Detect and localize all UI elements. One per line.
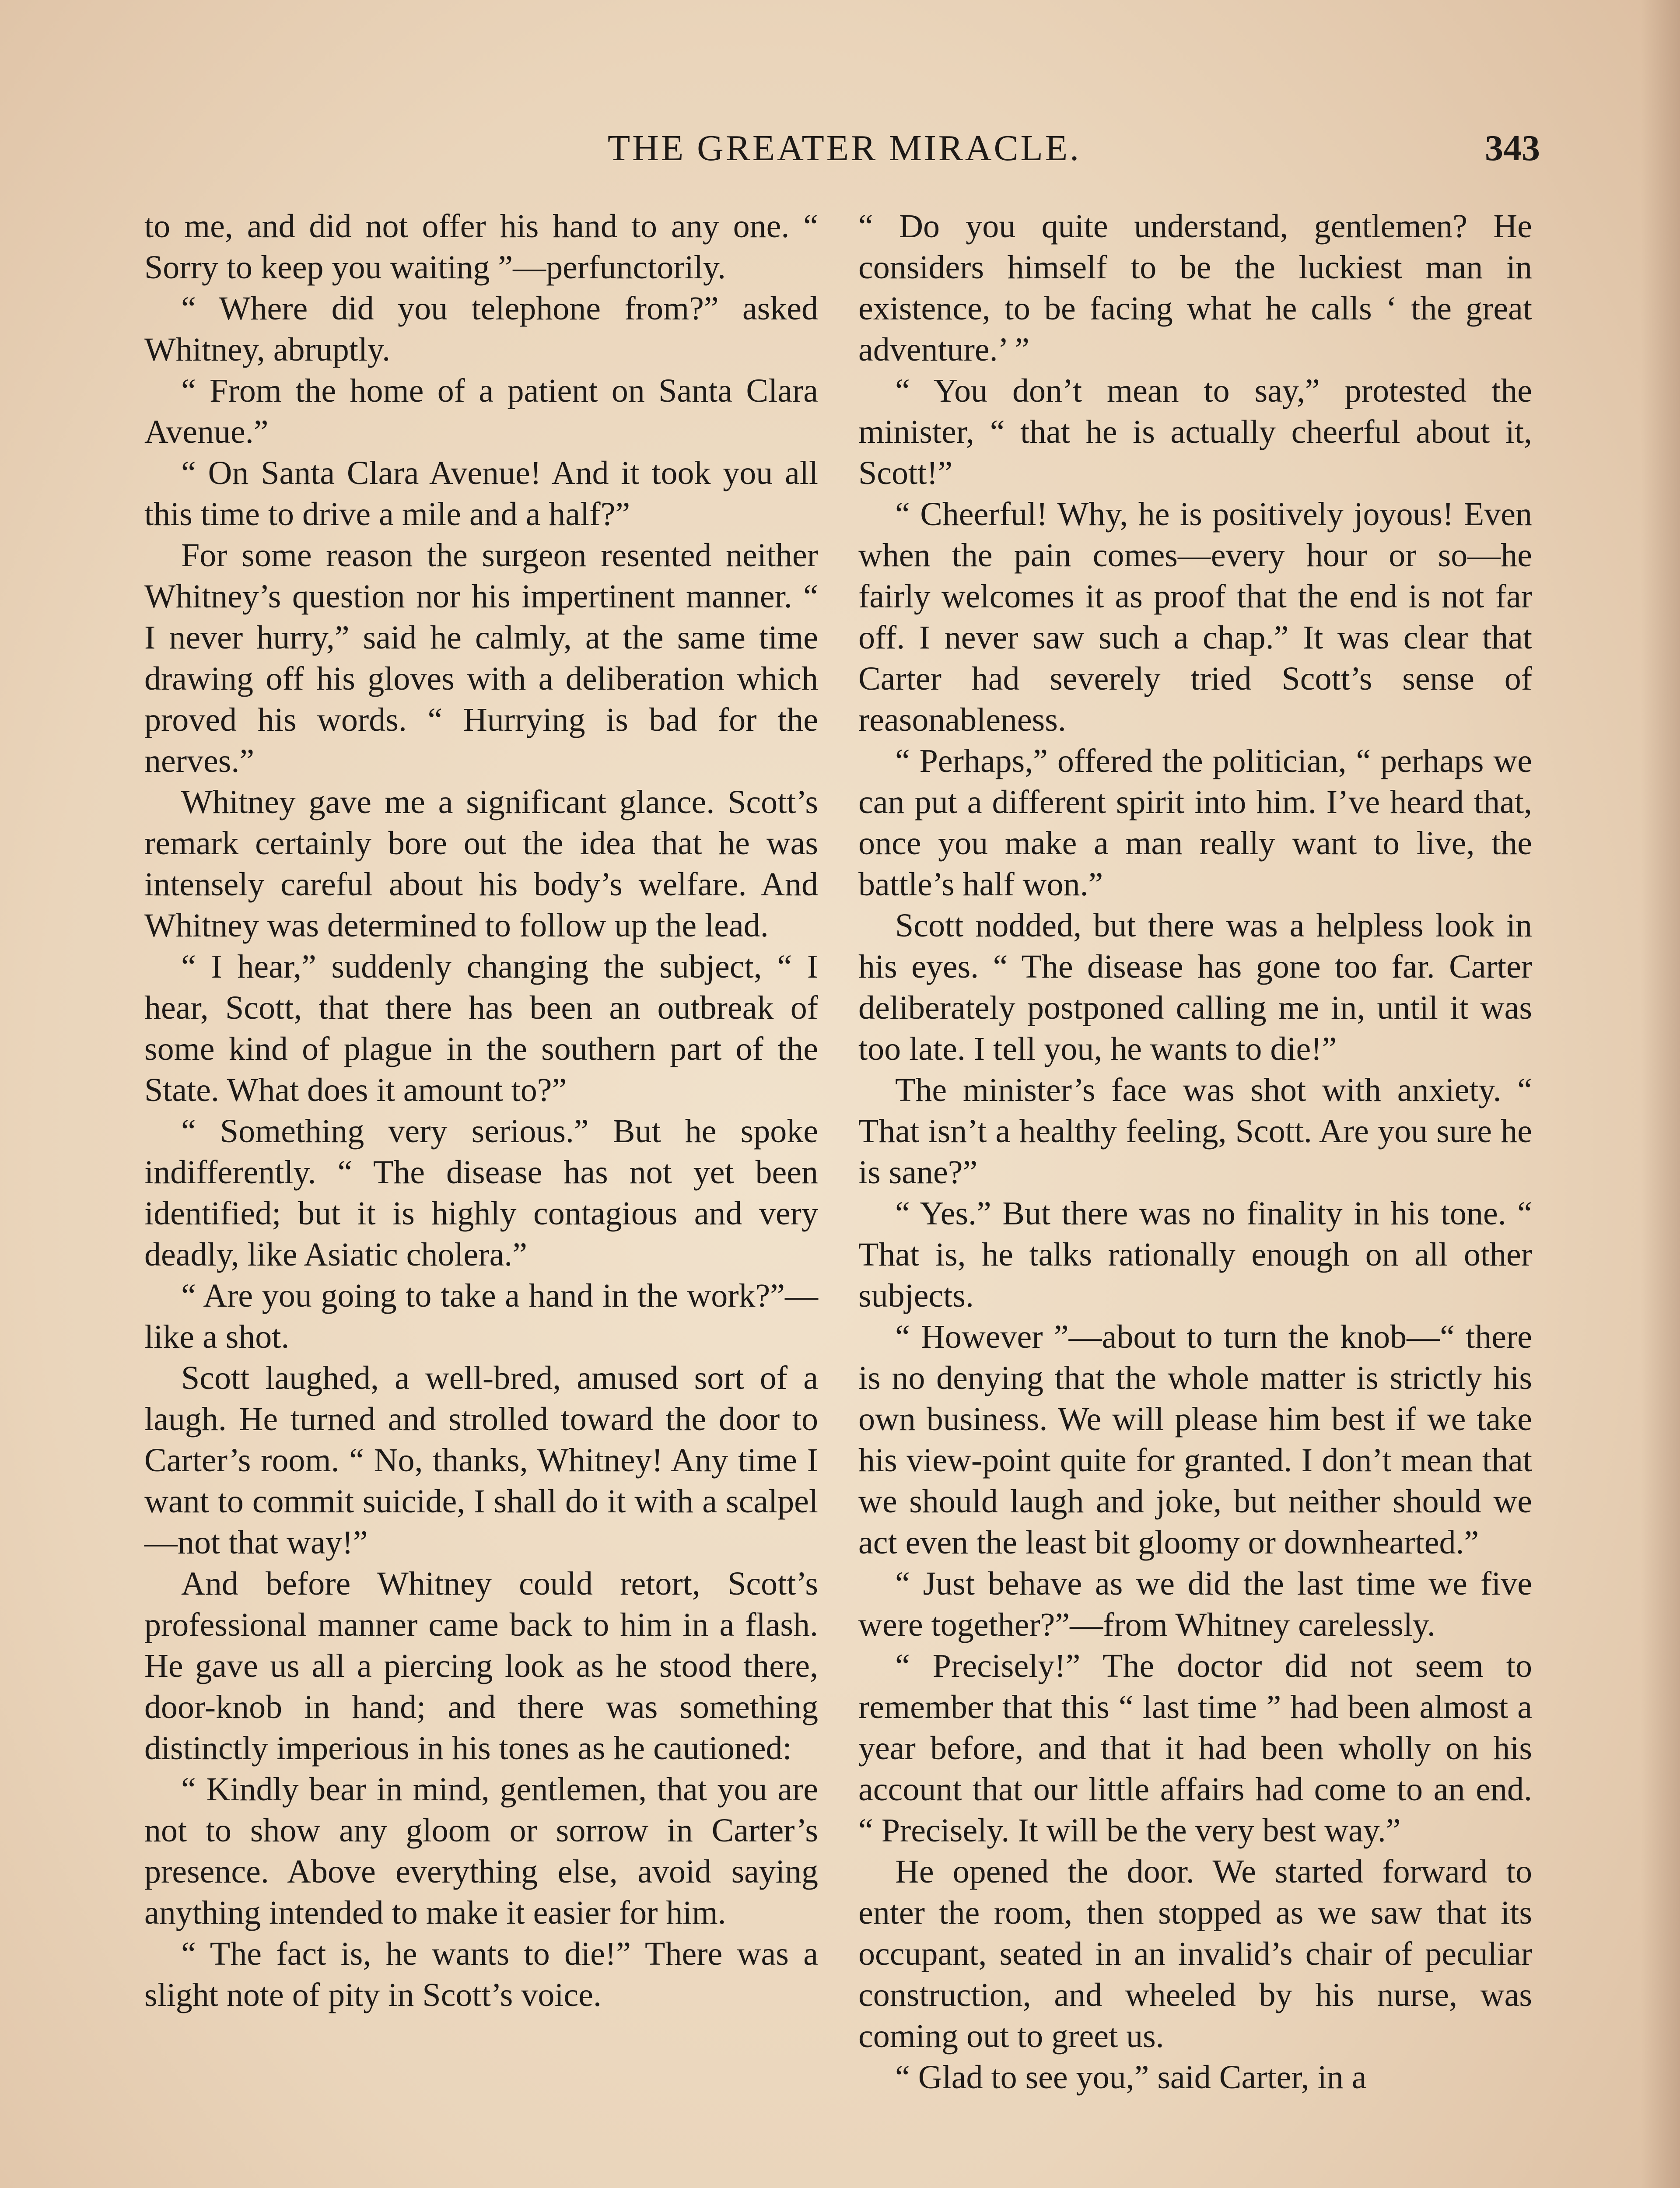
- paragraph: “ Where did you telephone from?” asked Whitney, abruptly.: [144, 290, 818, 368]
- paragraph: “ However ”—about to turn the knob—“ there is no denying that the whole matter is strictly his own business. We will please him best if we take his view-point quite for granted. I don’t mean that we should laugh and joke, but neither should we act even the least bit gloomy or downhearted.”: [858, 1318, 1532, 1561]
- running-title: THE GREATER MIRACLE.: [607, 128, 1082, 168]
- paragraph: “ On Santa Clara Avenue! And it took you all this time to drive a mile and a half?”: [144, 455, 818, 533]
- paragraph: “ Yes.” But there was no finality in his tone. “ That is, he talks rationally enough on all other subjects.: [858, 1195, 1532, 1314]
- text-column-right: [858, 206, 1532, 2098]
- paragraph: “ The fact is, he wants to die!” There was a slight note of pity in Scott’s voice.: [144, 1936, 818, 2013]
- paragraph: “ Glad to see you,” said Carter, in a: [895, 2059, 1367, 2096]
- paragraph: “ Precisely!” The doctor did not seem to remember that this “ last time ” had been almost a year before, and that it had been wholly on his account that our little affairs had come to an end. “ Precisely. It will be the very best way.”: [858, 1648, 1532, 1849]
- paragraph: For some reason the surgeon resented neither Whitney’s question nor his impertinent manner. “ I never hurry,” said he calmly, at the same time drawing off his gloves with a deliberation which proved his words. “ Hurrying is bad for the nerves.”: [144, 537, 818, 779]
- paragraph: “ Something very serious.” But he spoke indifferently. “ The disease has not yet been identified; but it is highly contagious and very deadly, like Asiatic cholera.”: [144, 1113, 818, 1273]
- text-column-left: [144, 206, 818, 2016]
- paragraph: “ From the home of a patient on Santa Clara Avenue.”: [144, 372, 818, 450]
- paragraph: Whitney gave me a significant glance. Scott’s remark certainly bore out the idea that he was intensely careful about his body’s welfare. And Whitney was determined to follow up the lead.: [144, 784, 818, 944]
- running-header: [149, 127, 1540, 179]
- paragraph: “ Kindly bear in mind, gentlemen, that you are not to show any gloom or sorrow in Carter’s presence. Above everything else, avoid saying anything intended to make it easier for him.: [144, 1771, 818, 1931]
- paragraph: “ Perhaps,” offered the politician, “ perhaps we can put a different spirit into him. I’ve heard that, once you make a man really want to live, the battle’s half won.”: [858, 743, 1532, 903]
- page-edge-shading: [1641, 0, 1680, 2188]
- paragraph: Scott laughed, a well-bred, amused sort of a laugh. He turned and strolled toward the door to Carter’s room. “ No, thanks, Whitney! Any time I want to commit suicide, I shall do it with a scalpel—not that way!”: [144, 1360, 818, 1561]
- page-number: 343: [1485, 128, 1540, 168]
- paragraph: to me, and did not offer his hand to any one. “ Sorry to keep you waiting ”—perfunctorily.: [144, 208, 818, 286]
- paragraph: Scott nodded, but there was a helpless look in his eyes. “ The disease has gone too far. Carter deliberately postponed calling me in, until it was too late. I tell you, he wants to die!”: [858, 907, 1532, 1067]
- paragraph: “ Just behave as we did the last time we five were together?”—from Whitney carelessly.: [858, 1565, 1532, 1643]
- paragraph: And before Whitney could retort, Scott’s professional manner came back to him in a flash. He gave us all a piercing look as he stood there, door-knob in hand; and there was something distinctly imperious in his tones as he cautioned:: [144, 1565, 818, 1767]
- paragraph: He opened the door. We started forward to enter the room, then stopped as we saw that its occupant, seated in an invalid’s chair of peculiar construction, and wheeled by his nurse, was coming out to greet us.: [858, 1853, 1532, 2055]
- paragraph: “ Cheerful! Why, he is positively joyous! Even when the pain comes—every hour or so—he fairly welcomes it as proof that the end is not far off. I never saw such a chap.” It was clear that Carter had severely tried Scott’s sense of reasonableness.: [858, 496, 1532, 738]
- paragraph: The minister’s face was shot with anxiety. “ That isn’t a healthy feeling, Scott. Are you sure he is sane?”: [858, 1072, 1532, 1191]
- paragraph: “ Are you going to take a hand in the work?”—like a shot.: [144, 1277, 818, 1355]
- paragraph: “ I hear,” suddenly changing the subject, “ I hear, Scott, that there has been an outbreak of some kind of plague in the southern part of the State. What does it amount to?”: [144, 948, 818, 1108]
- paragraph: “ Do you quite understand, gentlemen? He considers himself to be the luckiest man in existence, to be facing what he calls ‘ the great adventure.’ ”: [858, 208, 1532, 368]
- paragraph: “ You don’t mean to say,” protested the minister, “ that he is actually cheerful about it, Scott!”: [858, 372, 1532, 491]
